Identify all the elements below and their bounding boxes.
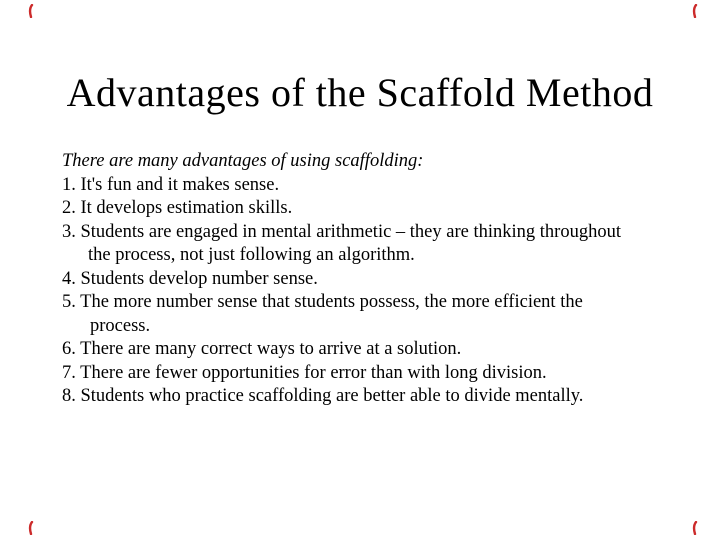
body-intro-line: There are many advantages of using scaffolding: xyxy=(62,151,424,171)
red-ink-stroke xyxy=(30,522,32,534)
red-ink-stroke xyxy=(694,5,696,17)
red-ink-corner-mark-bottom-left xyxy=(27,521,35,535)
body-line: 1. It's fun and it makes sense. xyxy=(62,174,280,195)
red-ink-corner-mark-top-left xyxy=(27,4,35,18)
red-ink-stroke xyxy=(30,5,32,17)
body-lines xyxy=(62,174,702,409)
body-line: 5. The more number sense that students possess, the more efficient the xyxy=(62,292,583,312)
red-ink-corner-mark-top-right xyxy=(691,4,699,18)
red-ink-corner-mark-bottom-right xyxy=(691,521,699,535)
body-line: 2. It develops estimation skills. xyxy=(62,198,293,218)
body-line: 7. There are fewer opportunities for error than with long division. xyxy=(62,362,547,383)
slide-body xyxy=(62,150,702,409)
body-line: 8. Students who practice scaffolding are better able to divide mentally. xyxy=(62,386,584,406)
red-ink-stroke xyxy=(694,522,696,534)
body-line: 3. Students are engaged in mental arithmetic – they are thinking throughout xyxy=(62,221,621,242)
body-line: the process, not just following an algorithm. xyxy=(88,245,415,265)
body-line: 4. Students develop number sense. xyxy=(62,268,318,289)
body-line: 6. There are many correct ways to arrive at a solution. xyxy=(62,339,462,359)
slide-title: Advantages of the Scaffold Method xyxy=(66,70,654,115)
body-line: process. xyxy=(90,315,151,336)
